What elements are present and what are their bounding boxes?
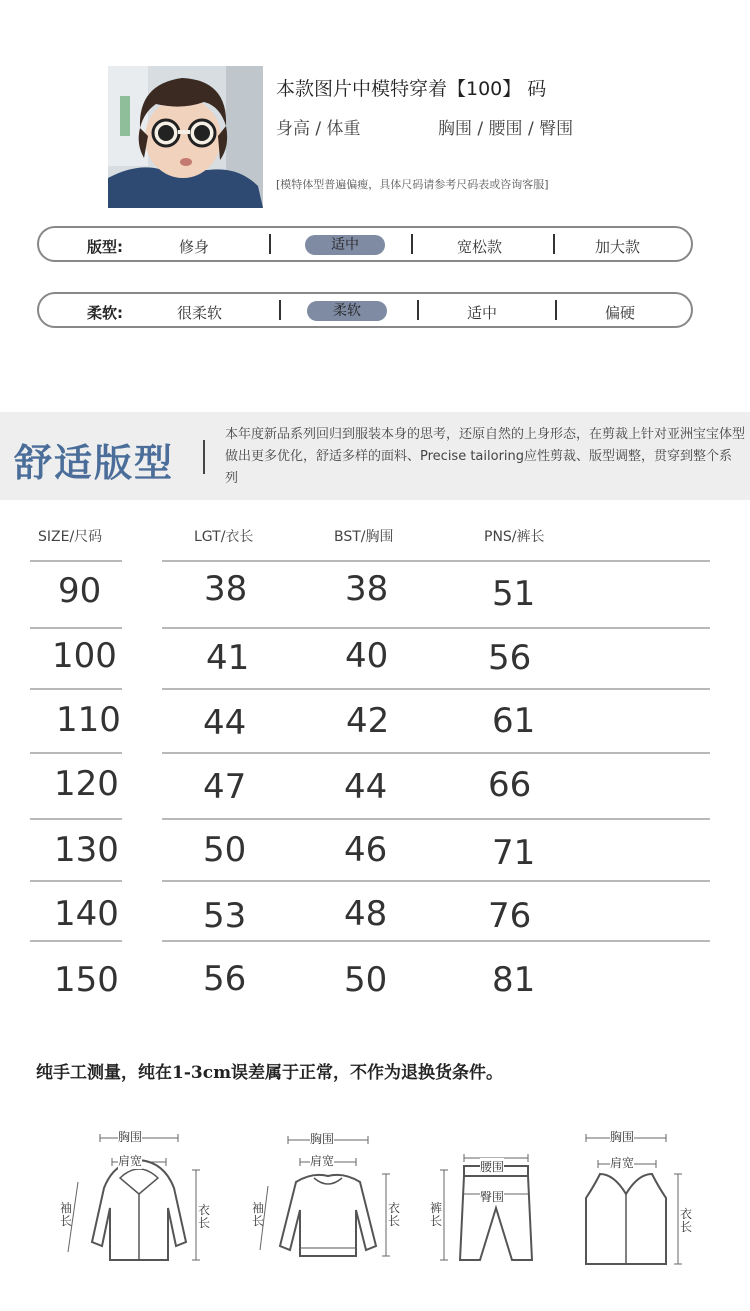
- label-shoulder: 肩宽: [310, 1154, 335, 1168]
- table-cell-size: 90: [58, 571, 102, 611]
- banner-title: 舒适版型: [14, 441, 175, 485]
- table-cell-bust: 48: [344, 894, 388, 934]
- row-divider: [30, 940, 122, 942]
- label-length: 衣长: [198, 1203, 211, 1230]
- label-waist: 腰围: [480, 1160, 505, 1174]
- label-hip: 臀围: [480, 1190, 505, 1204]
- table-cell-bust: 50: [344, 960, 388, 1000]
- row-divider: [162, 688, 710, 690]
- table-cell-pants: 71: [492, 833, 536, 873]
- fit-rating-label: 版型:: [87, 238, 123, 256]
- table-cell-pants: 51: [492, 574, 536, 614]
- row-divider: [30, 880, 122, 882]
- fit-option-loose: 宽松款: [457, 238, 503, 256]
- model-note: [模特体型普遍偏瘦，具体尺码请参考尺码表或咨询客服]: [276, 178, 549, 191]
- row-divider: [162, 752, 710, 754]
- table-cell-length: 38: [204, 569, 248, 609]
- fit-option-oversize: 加大款: [595, 238, 641, 256]
- row-divider: [162, 818, 710, 820]
- table-cell-bust: 46: [344, 830, 388, 870]
- vest-diagram: [570, 1124, 700, 1274]
- table-cell-size: 120: [54, 764, 119, 804]
- label-sleeve: 袖长: [252, 1201, 265, 1228]
- banner-description: 本年度新品系列回归到服装本身的思考，还原自然的上身形态，在剪裁上针对亚洲宝宝体型做出更多优化，舒适多样的面料、Precise tailoring应性剪裁、版型调整，贯穿到整个系列: [225, 427, 746, 486]
- label-length: 衣长: [388, 1201, 401, 1228]
- table-cell-bust: 40: [345, 636, 389, 676]
- table-cell-length: 47: [203, 767, 247, 807]
- label-pants-length: 裤长: [430, 1201, 443, 1228]
- softness-rating-bar: [37, 292, 693, 328]
- row-divider: [162, 940, 710, 942]
- divider: [417, 300, 419, 320]
- table-cell-bust: 42: [346, 701, 390, 741]
- row-divider: [162, 880, 710, 882]
- label-shoulder: 肩宽: [118, 1154, 143, 1168]
- table-cell-pants: 81: [492, 960, 536, 1000]
- hoodie-diagram: [60, 1124, 210, 1274]
- table-cell-length: 44: [203, 703, 247, 743]
- pants-diagram: [430, 1124, 550, 1274]
- row-divider: [30, 627, 122, 629]
- table-cell-bust: 38: [345, 569, 389, 609]
- banner-divider: [203, 440, 205, 474]
- table-cell-size: 130: [54, 830, 119, 870]
- row-divider: [162, 627, 710, 629]
- fit-option-regular-selected: 适中: [305, 235, 385, 255]
- pants-length-header: PNS/裤长: [484, 529, 545, 545]
- softness-rating-label: 柔软:: [87, 304, 123, 322]
- model-size-title: 本款图片中模特穿着【100】 码: [276, 78, 547, 100]
- divider: [411, 234, 413, 254]
- row-divider: [30, 752, 122, 754]
- sweater-diagram: [250, 1124, 400, 1274]
- softness-option-soft-selected: 柔软: [307, 301, 387, 321]
- table-cell-size: 110: [56, 700, 121, 740]
- fit-option-slim: 修身: [179, 238, 210, 256]
- row-divider: [30, 688, 122, 690]
- table-cell-pants: 61: [492, 701, 536, 741]
- size-header: SIZE/尺码: [38, 529, 103, 545]
- bust-header: BST/胸围: [334, 529, 394, 545]
- length-header: LGT/衣长: [194, 529, 254, 545]
- model-height-weight-label: 身高 / 体重: [276, 119, 361, 139]
- label-chest: 胸围: [118, 1130, 143, 1144]
- table-cell-length: 53: [203, 896, 247, 936]
- label-length: 衣长: [680, 1207, 693, 1234]
- row-divider: [30, 818, 122, 820]
- table-cell-size: 150: [54, 960, 119, 1000]
- softness-option-stiff: 偏硬: [605, 304, 636, 322]
- table-cell-length: 50: [203, 830, 247, 870]
- label-chest: 胸围: [610, 1130, 635, 1144]
- measurement-note: 纯手工测量，纯在1-3cm误差属于正常，不作为退换货条件。: [36, 1063, 504, 1083]
- label-chest: 胸围: [310, 1132, 335, 1146]
- label-shoulder: 肩宽: [610, 1156, 635, 1170]
- label-sleeve: 袖长: [60, 1201, 73, 1228]
- row-divider: [162, 560, 710, 562]
- table-cell-size: 140: [54, 894, 119, 934]
- model-bust-waist-hip-label: 胸围 / 腰围 / 臀围: [438, 119, 574, 139]
- table-cell-pants: 56: [488, 638, 532, 678]
- table-cell-length: 41: [206, 638, 250, 678]
- table-cell-bust: 44: [344, 767, 388, 807]
- table-cell-size: 100: [52, 636, 117, 676]
- divider: [553, 234, 555, 254]
- divider: [555, 300, 557, 320]
- model-photo: [108, 66, 263, 208]
- table-cell-pants: 66: [488, 765, 532, 805]
- divider: [269, 234, 271, 254]
- softness-option-medium: 适中: [467, 304, 498, 322]
- softness-option-very-soft: 很柔软: [177, 304, 223, 322]
- table-cell-length: 56: [203, 959, 247, 999]
- fit-rating-bar: [37, 226, 693, 262]
- divider: [279, 300, 281, 320]
- row-divider: [30, 560, 122, 562]
- table-cell-pants: 76: [488, 896, 532, 936]
